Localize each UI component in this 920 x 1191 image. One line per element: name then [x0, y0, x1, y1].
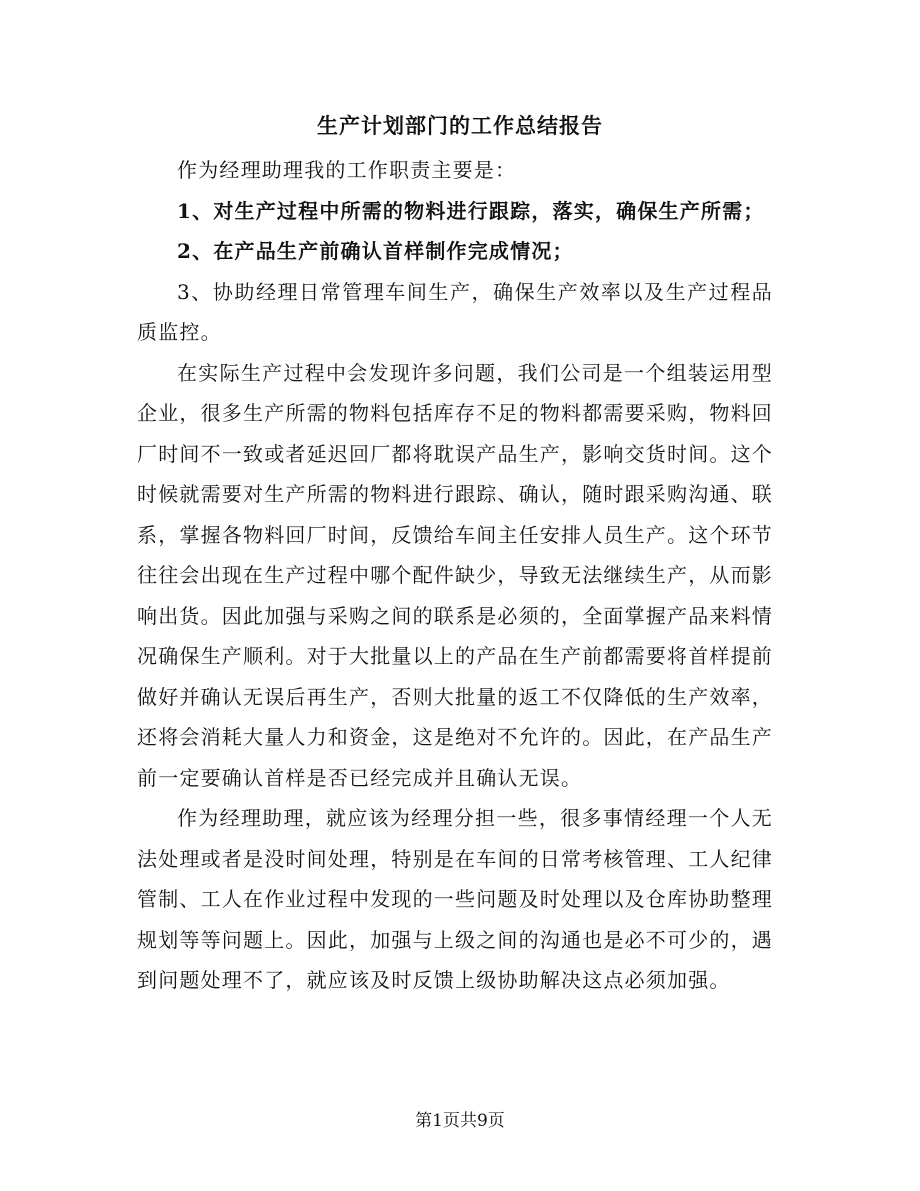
paragraph-duty-1: 1、对生产过程中所需的物料进行跟踪，落实，确保生产所需； — [177, 198, 765, 223]
page-indicator: 第1页共9页 — [415, 1111, 505, 1131]
paragraph-duty-2: 2、在产品生产前确认首样制作完成情况； — [177, 239, 574, 263]
document-body — [137, 150, 773, 1001]
paragraph-intro: 作为经理助理我的工作职责主要是： — [177, 158, 517, 182]
paragraph-problems: 在实际生产过程中会发现许多问题，我们公司是一个组装运用型企业，很多生产所需的物料包括库存不足的物料都需要采购，物料回厂时间不一致或者延迟回厂都将耽误产品生产，影响交货时间。这个时候就需要对生产所需的物料进行跟踪、确认，随时跟采购沟通、联系，掌握各物料回厂时间，反馈给车间主任安排人员生产。这个环节往往会出现在生产过程中哪个配件缺少，导致无法继续生产，从而影响出货。因此加强与采购之间的联系是必须的，全面掌握产品来料情况确保生产顺利。对于大批量以上的产品在生产前都需要将首样提前做好并确认无误后再生产，否则大批量的返工不仅降低的生产效率，还将会消耗大量人力和资金，这是绝对不允许的。因此，在产品生产前一定要确认首样是否已经完成并且确认无误。 — [137, 360, 773, 790]
document-title: 生产计划部门的工作总结报告 — [317, 113, 603, 138]
paragraph-assistant-role: 作为经理助理，就应该为经理分担一些，很多事情经理一个人无法处理或者是没时间处理，特别是在车间的日常考核管理、工人纪律管制、工人在作业过程中发现的一些问题及时处理以及仓库协助整理规划等等问题上。因此，加强与上级之间的沟通也是必不可少的，遇到问题处理不了，就应该及时反馈上级协助解决这点必须加强。 — [137, 806, 773, 992]
paragraph-duty-3: 3、协助经理日常管理车间生产，确保生产效率以及生产过程品质监控。 — [137, 279, 773, 344]
